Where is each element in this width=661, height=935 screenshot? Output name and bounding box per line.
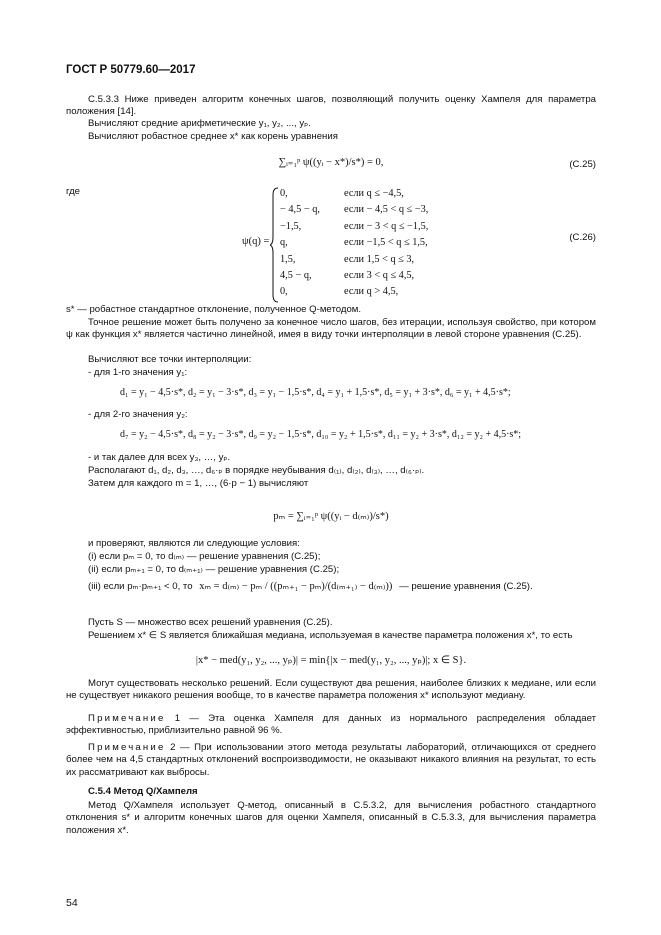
paragraph-s-definition: s* — робастное стандартное отклонение, полученное Q-методом. <box>66 304 362 315</box>
equation-d-second: d₇ = y₂ − 4,5·s*, d₈ = y₂ − 3·s*, d₉ = y₂ − 1,5·s*, d₁₀ = y₂ + 1,5·s*, d₁₁ = y₂ + 3·s*, d₁₂ = y₂ + 4,5·s*; <box>120 429 522 440</box>
condition-iii-start: (iii) если pₘ·pₘ₊₁ < 0, то <box>88 581 193 592</box>
psi-case-row: − 4,5 − q, если − 4,5 < q ≤ −3, <box>280 204 429 216</box>
left-brace-icon <box>270 187 280 303</box>
list-item-all-values: - и так далее для всех y₃, …, yₚ. <box>88 452 231 463</box>
paragraph-exact-solution: Точное решение может быть получено за конечное число шагов, без итерации, используя свойство, при котором ψ как функция x* является частично линейной, имея в виду точки интерполяции в левой стороне уравнения (С.25). <box>66 317 596 341</box>
note-label: Примечание <box>88 742 166 753</box>
paragraph-for-each-m: Затем для каждого m = 1, …, (6·p − 1) вычисляют <box>88 478 309 489</box>
paragraph-check-conditions: и проверяют, являются ли следующие условия: <box>88 538 300 549</box>
paragraph-robust-mean: Вычисляют робастное среднее x* как корень уравнения <box>88 131 338 142</box>
condition-i: (i) если pₘ = 0, то d₍ₘ₎ — решение уравнения (С.25); <box>88 551 321 562</box>
psi-case-row: −1,5, если − 3 < q ≤ −1,5, <box>280 220 429 232</box>
paragraph-ordering: Располагают d₁, d₂, d₃, …, d₆·ₚ в порядке неубывания d₍₁₎, d₍₂₎, d₍₃₎, …, d₍₆·ₚ₎. <box>88 465 425 476</box>
condition-ii: (ii) если pₘ₊₁ = 0, то d₍ₘ₊₁₎ — решение уравнения (С.25); <box>88 564 340 575</box>
paragraph-c54-body: Метод Q/Хампеля использует Q-метод, описанный в С.5.3.2, для вычисления робастного стандартного отклонения s* и алгоритм конечных шагов для оценки Хампеля, описанный в С.5.3.3, для вычисления параметра положения x*. <box>66 800 596 836</box>
note-label: Примечание <box>88 713 166 724</box>
equation-pm: pₘ = ∑ᵢ₌₁ᵖ ψ((yᵢ − d₍ₘ₎)/s*) <box>273 511 389 522</box>
condition-iii-formula: xₘ = d₍ₘ₎ − pₘ / ((pₘ₊₁ − pₘ)/(d₍ₘ₊₁₎ − d₍ₘ₎)) <box>199 581 393 592</box>
list-item-first-value: - для 1-го значения y₁: <box>88 367 188 378</box>
condition-iii-end: — решение уравнения (С.25). <box>399 581 533 592</box>
page-number: 54 <box>66 897 78 909</box>
psi-case-row: 0, если q > 4,5, <box>280 286 399 298</box>
psi-case-row: 4,5 − q, если 3 < q ≤ 4,5, <box>280 269 415 281</box>
paragraph-arith-means: Вычисляют средние арифметические y₁, y₂, ..., yₚ. <box>88 118 311 129</box>
list-item-second-value: - для 2-го значения y₂: <box>88 409 188 420</box>
note-2: Примечание 2 — При использовании этого метода результаты лабораторий, отличающихся от среднего более чем на 4,5 стандартных отклонений воспроизводимости, не оказывают никакого влияния на результат, то есть их рассматривают как выбросы. <box>66 742 596 778</box>
equation-d-first: d₁ = y₁ − 4,5·s*, d₂ = y₁ − 3·s*, d₃ = y₁ − 1,5·s*, d₄ = y₁ + 1,5·s*, d₅ = y₁ + 3·s*, d₆ = y₁ + 4,5·s*; <box>120 387 511 398</box>
paragraph-several-solutions: Могут существовать несколько решений. Если существуют два решения, наиболее близких к медиане, или если не существует никакого решения вообще, то в качестве параметра положения x* используют медиану. <box>66 678 596 702</box>
paragraph-solution: Решением x* ∈ S является ближайшая медиана, используемая в качестве параметра положения x*, то есть <box>88 630 573 641</box>
psi-cases <box>280 187 428 302</box>
paragraph-interpolation: Вычисляют все точки интерполяции: <box>88 354 252 365</box>
psi-case-row: 0, если q ≤ −4,5, <box>280 188 404 199</box>
psi-lhs: ψ(q) = <box>242 236 270 247</box>
equation-number-c26: (C.26) <box>569 232 596 243</box>
psi-case-row: q, если −1,5 < q ≤ 1,5, <box>280 237 428 249</box>
paragraph-set-s: Пусть S — множество всех решений уравнения (С.25). <box>88 617 333 628</box>
document-header: ГОСТ Р 50779.60—2017 <box>66 64 196 76</box>
section-title-c54: С.5.4 Метод Q/Хампеля <box>88 786 198 797</box>
equation-c25: ∑ᵢ₌₁ᵖ ψ((yᵢ − x*)/s*) = 0, <box>278 157 384 168</box>
equation-median: |x* − med(y₁, y₂, ..., yₚ)| = min{|x − med(y₁, y₂, ..., yₚ)|; x ∈ S}. <box>195 655 467 666</box>
equation-number-c25: (C.25) <box>569 159 596 170</box>
condition-iii <box>88 580 598 593</box>
where-label: где <box>66 186 81 197</box>
note-1: Примечание 1 — Эта оценка Хампеля для данных из нормального распределения обладает эффективностью, приблизительно равной 96 %. <box>66 713 596 737</box>
psi-case-row: 1,5, если 1,5 < q ≤ 3, <box>280 253 415 265</box>
paragraph-c533-intro: С.5.3.3 Ниже приведен алгоритм конечных шагов, позволяющий получить оценку Хампеля для параметра положения [14]. <box>66 94 596 118</box>
